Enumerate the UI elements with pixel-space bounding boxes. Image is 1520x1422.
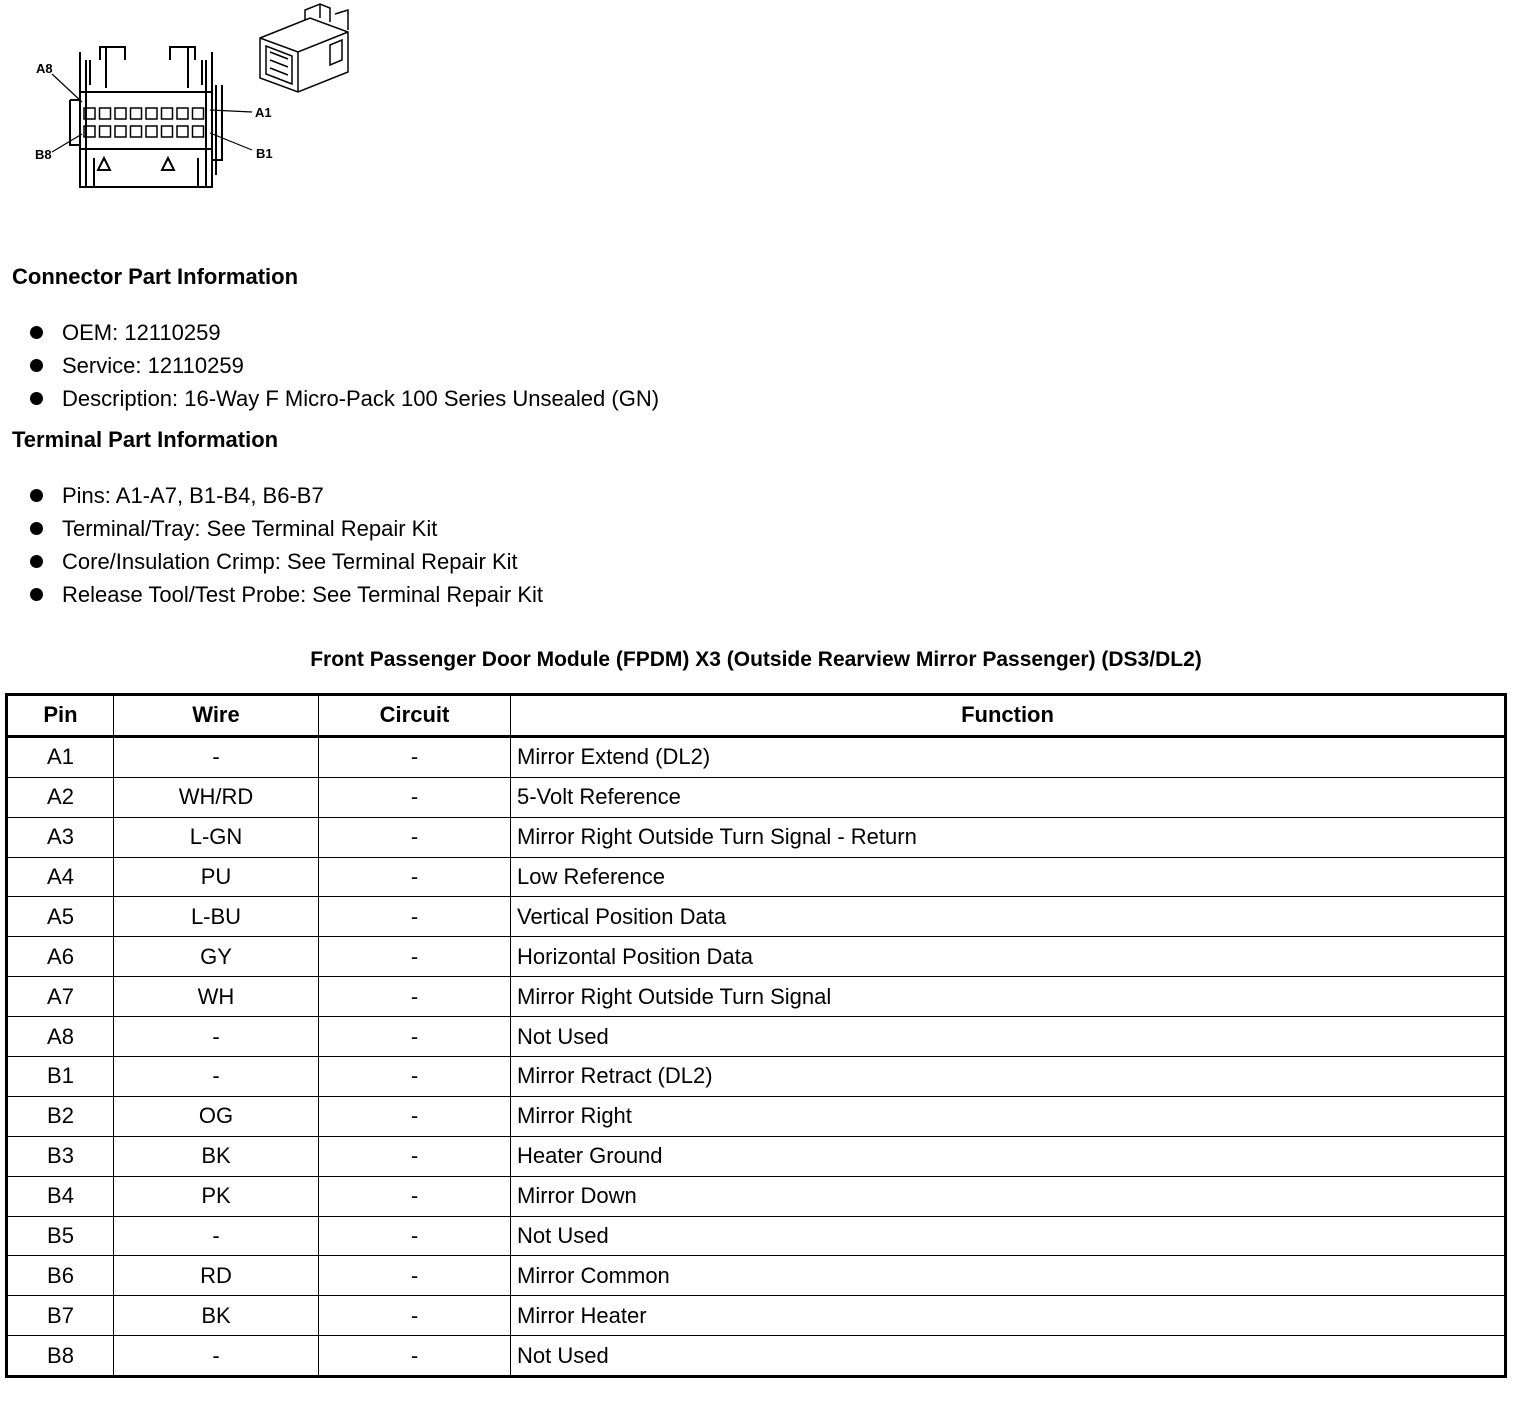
column-header-function: Function [511,695,1506,737]
pin-cavity [131,126,142,137]
circuit-cell: - [319,977,511,1017]
pin-cavity [115,126,126,137]
table-title: Front Passenger Door Module (FPDM) X3 (Outside Rearview Mirror Passenger) (DS3/DL2) [310,648,1202,671]
wire-cell: GY [114,937,319,977]
function-cell: Mirror Retract (DL2) [511,1057,1506,1097]
circuit-cell: - [319,1336,511,1377]
table-row [7,1017,1506,1057]
wire-cell: PU [114,857,319,897]
circuit-cell: - [319,736,511,777]
function-cell: Not Used [511,1216,1506,1256]
pin-cavity [177,108,188,119]
bullet-icon [30,359,43,372]
wire-cell: WH/RD [114,777,319,817]
table-row [7,897,1506,937]
circuit-cell: - [319,897,511,937]
table-row [7,1336,1506,1377]
pin-cell: A3 [7,817,114,857]
label-a8: A8 [36,61,53,76]
bullet-icon [30,326,43,339]
circuit-cell: - [319,937,511,977]
pin-cell: A8 [7,1017,114,1057]
function-cell: Heater Ground [511,1136,1506,1176]
circuit-cell: - [319,1296,511,1336]
wire-cell: BK [114,1296,319,1336]
list-item: Description: 16-Way F Micro-Pack 100 Series Unsealed (GN) [30,382,659,415]
list-item: Terminal/Tray: See Terminal Repair Kit [30,512,543,545]
pin-cavity [131,108,142,119]
pin-cavity [146,108,157,119]
wire-cell: - [114,736,319,777]
wire-cell: - [114,1017,319,1057]
table-row [7,1216,1506,1256]
pin-cavity [193,108,204,119]
wire-cell: PK [114,1176,319,1216]
terminal-info-heading: Terminal Part Information [12,427,279,452]
terminal-info-list [30,479,543,611]
wire-cell: - [114,1057,319,1097]
table-row [7,937,1506,977]
connector-illustration [30,0,370,200]
table-row [7,1176,1506,1216]
table-row [7,736,1506,777]
circuit-cell: - [319,1057,511,1097]
pin-cell: B2 [7,1096,114,1136]
pin-cavity [162,108,173,119]
pin-cell: B6 [7,1256,114,1296]
column-header-wire: Wire [114,695,319,737]
table-body [7,736,1506,1376]
pin-cavity [193,126,204,137]
function-cell: Horizontal Position Data [511,937,1506,977]
pin-cell: A6 [7,937,114,977]
function-cell: Mirror Heater [511,1296,1506,1336]
function-cell: Low Reference [511,857,1506,897]
label-a1: A1 [255,105,272,120]
pin-cavity [162,126,173,137]
circuit-cell: - [319,1176,511,1216]
list-item: Release Tool/Test Probe: See Terminal Repair Kit [30,578,543,611]
table-row [7,1256,1506,1296]
bullet-icon [30,489,43,502]
circuit-cell: - [319,1096,511,1136]
pin-cell: A4 [7,857,114,897]
pin-cell: B4 [7,1176,114,1216]
wire-cell: L-GN [114,817,319,857]
wire-cell: L-BU [114,897,319,937]
function-cell: Mirror Common [511,1256,1506,1296]
table-row [7,857,1506,897]
table-row [7,1136,1506,1176]
bullet-icon [30,392,43,405]
function-cell: Mirror Right Outside Turn Signal - Return [511,817,1506,857]
function-cell: Not Used [511,1336,1506,1377]
pin-cavity [100,108,111,119]
function-cell: Mirror Right [511,1096,1506,1136]
circuit-cell: - [319,1136,511,1176]
circuit-cell: - [319,1256,511,1296]
pin-cavity [177,126,188,137]
connector-info-heading: Connector Part Information [12,264,299,289]
connector-info-list [30,316,659,415]
table-row [7,1096,1506,1136]
pin-cavity [100,126,111,137]
circuit-cell: - [319,1017,511,1057]
pin-cell: B7 [7,1296,114,1336]
column-header-circuit: Circuit [319,695,511,737]
table-row [7,817,1506,857]
pin-cell: B3 [7,1136,114,1176]
pin-cell: B8 [7,1336,114,1377]
pin-cavity [146,126,157,137]
list-item: Core/Insulation Crimp: See Terminal Repair Kit [30,545,543,578]
circuit-cell: - [319,817,511,857]
pin-cell: A2 [7,777,114,817]
wire-cell: - [114,1216,319,1256]
table-row [7,1296,1506,1336]
label-b1: B1 [256,146,273,161]
wire-cell: OG [114,1096,319,1136]
bullet-icon [30,588,43,601]
wire-cell: RD [114,1256,319,1296]
bullet-icon [30,522,43,535]
column-header-pin: Pin [7,695,114,737]
wire-cell: BK [114,1136,319,1176]
function-cell: Not Used [511,1017,1506,1057]
function-cell: Mirror Right Outside Turn Signal [511,977,1506,1017]
bullet-icon [30,555,43,568]
circuit-cell: - [319,777,511,817]
pin-cell: A5 [7,897,114,937]
pin-cell: B1 [7,1057,114,1097]
circuit-cell: - [319,1216,511,1256]
pin-cell: B5 [7,1216,114,1256]
wire-cell: WH [114,977,319,1017]
function-cell: 5-Volt Reference [511,777,1506,817]
table-row [7,1057,1506,1097]
table-header-row [7,695,1506,737]
circuit-cell: - [319,857,511,897]
table-row [7,977,1506,1017]
list-item: Service: 12110259 [30,349,659,382]
pinout-table [5,693,1507,1378]
pin-cavity [115,108,126,119]
function-cell: Mirror Down [511,1176,1506,1216]
list-item: OEM: 12110259 [30,316,659,349]
list-item: Pins: A1-A7, B1-B4, B6-B7 [30,479,543,512]
function-cell: Mirror Extend (DL2) [511,736,1506,777]
pin-cell: A1 [7,736,114,777]
function-cell: Vertical Position Data [511,897,1506,937]
wire-cell: - [114,1336,319,1377]
pin-cell: A7 [7,977,114,1017]
label-b8: B8 [35,147,52,162]
table-row [7,777,1506,817]
